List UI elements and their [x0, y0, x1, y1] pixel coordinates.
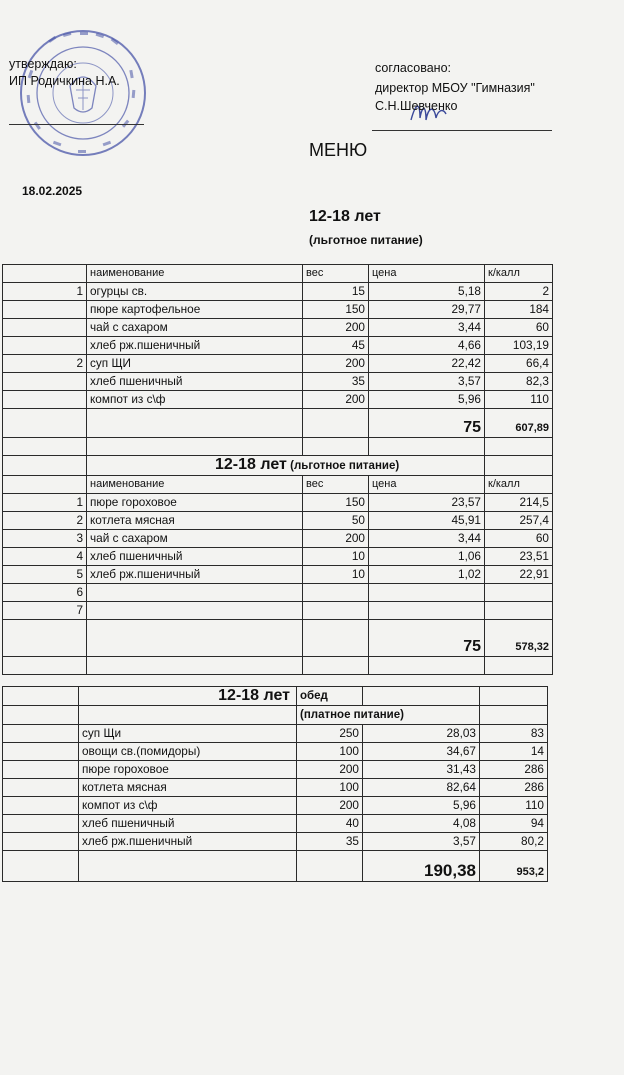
section2-total-kcal: 578,32	[515, 641, 549, 653]
table-row	[3, 584, 553, 602]
dish-price: 22,42	[369, 355, 485, 373]
agreed-name: С.Н.Шевченко	[375, 99, 458, 113]
section2-heading-row	[3, 456, 553, 476]
table-row	[3, 319, 553, 337]
dish-weight: 150	[303, 301, 369, 319]
dish-price: 5,18	[369, 283, 485, 301]
dish-kcal: 184	[485, 301, 553, 319]
dish-price: 23,57	[369, 494, 485, 512]
dish-kcal: 83	[480, 725, 548, 743]
dish-price: 4,66	[369, 337, 485, 355]
col-header-price: цена	[369, 476, 485, 494]
table-row	[3, 391, 553, 409]
dish-price: 5,96	[369, 391, 485, 409]
row-number	[3, 337, 87, 355]
dish-name: пюре гороховое	[79, 761, 297, 779]
row-number: 6	[3, 584, 87, 602]
dish-name: пюре картофельное	[87, 301, 303, 319]
table-row	[3, 797, 548, 815]
row-number	[3, 391, 87, 409]
row-number: 5	[3, 566, 87, 584]
section3-subtitle-row	[3, 706, 548, 725]
approved-name: ИП Родичкина Н.А.	[9, 74, 120, 88]
table-row	[3, 530, 553, 548]
table-row	[3, 566, 553, 584]
dish-price: 28,03	[363, 725, 480, 743]
dish-weight: 40	[297, 815, 363, 833]
row-number	[3, 319, 87, 337]
table-row	[3, 779, 548, 797]
table-row	[3, 355, 553, 373]
dish-kcal: 103,19	[485, 337, 553, 355]
row-number: 4	[3, 548, 87, 566]
dish-weight: 45	[303, 337, 369, 355]
dish-weight: 10	[303, 548, 369, 566]
section1-subtitle: (льготное питание)	[309, 233, 423, 247]
table-row	[3, 761, 548, 779]
col-header-price: цена	[369, 265, 485, 283]
section2-total-price: 75	[463, 638, 481, 655]
dish-name: чай с сахаром	[87, 530, 303, 548]
table-row	[3, 373, 553, 391]
dish-price: 34,67	[363, 743, 480, 761]
dish-price: 3,57	[363, 833, 480, 851]
dish-weight: 35	[297, 833, 363, 851]
dish-name: суп ЩИ	[87, 355, 303, 373]
section3-subtitle: (платное питание)	[300, 709, 404, 721]
dish-name	[87, 602, 303, 620]
row-number	[3, 301, 87, 319]
row-number	[3, 373, 87, 391]
dish-name: хлеб рж.пшеничный	[87, 566, 303, 584]
dish-price	[369, 602, 485, 620]
dish-kcal: 23,51	[485, 548, 553, 566]
dish-kcal: 110	[485, 391, 553, 409]
section3-total-price: 190,38	[424, 861, 476, 880]
table-row	[3, 815, 548, 833]
dish-name: суп Щи	[79, 725, 297, 743]
dish-weight	[303, 584, 369, 602]
dish-price: 4,08	[363, 815, 480, 833]
agreed-signature-line	[372, 130, 552, 131]
dish-name: овощи св.(помидоры)	[79, 743, 297, 761]
dish-kcal: 82,3	[485, 373, 553, 391]
col-header-kcal: к/калл	[485, 476, 553, 494]
dish-weight: 200	[297, 761, 363, 779]
dish-weight: 100	[297, 743, 363, 761]
approved-label: утверждаю:	[9, 57, 77, 71]
table-row	[3, 337, 553, 355]
dish-weight: 100	[297, 779, 363, 797]
section2-subtitle: (льготное питание)	[290, 460, 400, 472]
dish-kcal: 22,91	[485, 566, 553, 584]
dish-kcal: 286	[480, 761, 548, 779]
table-row	[3, 301, 553, 319]
col-header-kcal: к/калл	[485, 265, 553, 283]
section3-total-kcal: 953,2	[516, 866, 544, 878]
dish-name: хлеб пшеничный	[87, 373, 303, 391]
section1-age: 12-18 лет	[309, 208, 381, 225]
dish-price: 31,43	[363, 761, 480, 779]
row-number: 7	[3, 602, 87, 620]
dish-weight: 200	[303, 355, 369, 373]
agreed-position: директор МБОУ "Гимназия"	[375, 81, 535, 95]
menu-table-benefit	[2, 264, 553, 675]
dish-weight: 250	[297, 725, 363, 743]
dish-weight: 200	[303, 391, 369, 409]
dish-price	[369, 584, 485, 602]
dish-name: компот из с\ф	[87, 391, 303, 409]
total-row	[3, 851, 548, 882]
dish-name: хлеб пшеничный	[79, 815, 297, 833]
row-number: 1	[3, 283, 87, 301]
dish-kcal: 257,4	[485, 512, 553, 530]
section1-total-price: 75	[463, 419, 481, 436]
table-row	[3, 833, 548, 851]
document-date: 18.02.2025	[22, 184, 83, 198]
col-header-name: наименование	[87, 265, 303, 283]
table-row	[3, 283, 553, 301]
dish-name: огурцы св.	[87, 283, 303, 301]
dish-price: 82,64	[363, 779, 480, 797]
dish-kcal: 60	[485, 319, 553, 337]
row-number: 3	[3, 530, 87, 548]
row-number: 2	[3, 355, 87, 373]
spacer-row	[3, 438, 553, 456]
dish-weight: 150	[303, 494, 369, 512]
dish-kcal: 66,4	[485, 355, 553, 373]
table-row	[3, 725, 548, 743]
dish-price: 5,96	[363, 797, 480, 815]
dish-weight: 35	[303, 373, 369, 391]
table-row	[3, 743, 548, 761]
dish-kcal: 94	[480, 815, 548, 833]
dish-weight: 50	[303, 512, 369, 530]
section3-heading-row	[3, 687, 548, 706]
dish-kcal: 214,5	[485, 494, 553, 512]
dish-name: котлета мясная	[87, 512, 303, 530]
dish-weight: 200	[303, 319, 369, 337]
table-row	[3, 494, 553, 512]
col-header-weight: вес	[303, 476, 369, 494]
dish-kcal: 60	[485, 530, 553, 548]
dish-price: 3,44	[369, 530, 485, 548]
section3-meal: обед	[300, 690, 328, 702]
row-number: 1	[3, 494, 87, 512]
total-row	[3, 409, 553, 438]
dish-name	[87, 584, 303, 602]
section3-age: 12-18 лет	[218, 687, 290, 704]
dish-name: компот из с\ф	[79, 797, 297, 815]
dish-kcal: 286	[480, 779, 548, 797]
dish-name: пюре гороховое	[87, 494, 303, 512]
agreed-label: согласовано:	[375, 61, 451, 75]
dish-price: 1,06	[369, 548, 485, 566]
section2-age: 12-18 лет	[215, 456, 287, 473]
dish-kcal: 80,2	[480, 833, 548, 851]
dish-price: 1,02	[369, 566, 485, 584]
dish-kcal	[485, 602, 553, 620]
dish-price: 3,44	[369, 319, 485, 337]
dish-name: чай с сахаром	[87, 319, 303, 337]
dish-kcal: 2	[485, 283, 553, 301]
dish-weight: 10	[303, 566, 369, 584]
table-header-row	[3, 476, 553, 494]
table-header-row	[3, 265, 553, 283]
dish-name: котлета мясная	[79, 779, 297, 797]
col-header-name: наименование	[87, 476, 303, 494]
dish-name: хлеб рж.пшеничный	[87, 337, 303, 355]
dish-weight	[303, 602, 369, 620]
dish-weight: 200	[303, 530, 369, 548]
col-header-weight: вес	[303, 265, 369, 283]
approved-signature-line	[9, 124, 144, 125]
dish-name: хлеб пшеничный	[87, 548, 303, 566]
table-row	[3, 512, 553, 530]
section1-total-kcal: 607,89	[515, 422, 549, 434]
dish-kcal: 14	[480, 743, 548, 761]
menu-table-paid	[2, 686, 548, 882]
spacer-row	[3, 657, 553, 675]
dish-kcal	[485, 584, 553, 602]
table-row	[3, 548, 553, 566]
dish-weight: 15	[303, 283, 369, 301]
dish-weight: 200	[297, 797, 363, 815]
table-row	[3, 602, 553, 620]
document-title: МЕНЮ	[309, 140, 368, 160]
dish-price: 3,57	[369, 373, 485, 391]
company-seal-stamp	[18, 28, 148, 158]
dish-price: 29,77	[369, 301, 485, 319]
dish-name: хлеб рж.пшеничный	[79, 833, 297, 851]
dish-price: 45,91	[369, 512, 485, 530]
row-number: 2	[3, 512, 87, 530]
total-row	[3, 620, 553, 657]
dish-kcal: 110	[480, 797, 548, 815]
